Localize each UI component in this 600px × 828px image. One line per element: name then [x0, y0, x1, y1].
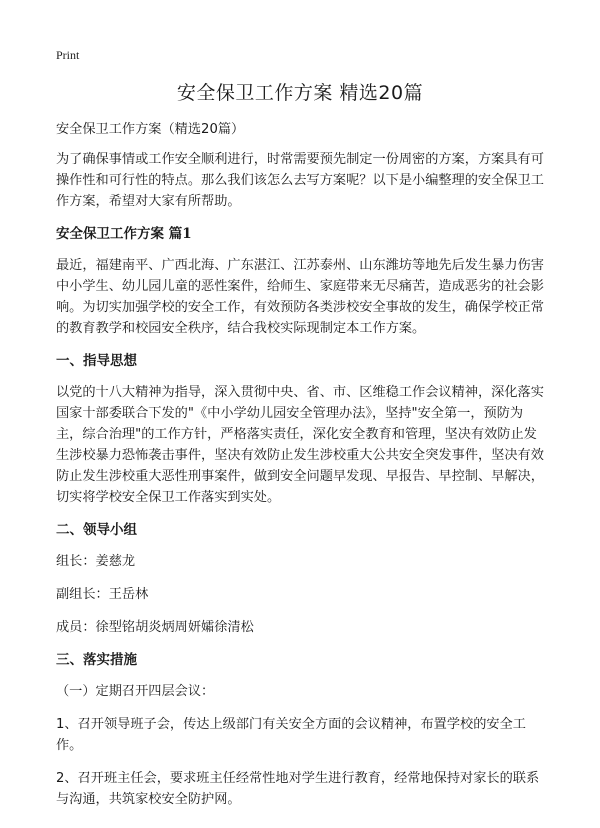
document-subtitle: 安全保卫工作方案（精选20篇）: [56, 122, 245, 137]
intro-paragraph: 为了确保事情或工作安全顺利进行，时常需要预先制定一份周密的方案，方案具有可操作性和可行性的特点。那么我们该怎么去写方案呢？以下是小编整理的安全保卫工作方案，希望对大家有所帮助。: [56, 152, 544, 209]
leader-line: 组长：姜慈龙: [56, 554, 136, 569]
heading-leadership-group: 二、领导小组: [56, 522, 137, 538]
document-body: [56, 119, 546, 822]
list-item: 2、召开班主任会，要求班主任经常性地对学生进行教育，经常地保持对家长的联系与沟通，共筑家校安全防护网。: [56, 771, 540, 807]
subheading-meetings: （一）定期召开四层会议：: [56, 684, 215, 699]
heading-measures: 三、落实措施: [56, 652, 137, 668]
section-heading: 安全保卫工作方案 篇1: [56, 226, 192, 242]
list-item: 1、召开领导班子会，传达上级部门有关安全方面的会议精神，布置学校的安全工作。: [56, 717, 526, 753]
heading-guiding-thought: 一、指导思想: [56, 353, 137, 369]
guiding-paragraph: 以党的十八大精神为指导，深入贯彻中央、省、市、区维稳工作会议精神，深化落实国家十部委联合下发的"《中小学幼儿园安全管理办法》，坚持"安全第一，预防为主，综合治理"的工作方针，严格落实责任，深化安全教育和管理，坚决有效防止发生涉校暴力恐怖袭击事件，坚决有效防止发生涉校重大公共安全突发事件，坚决有效防止发生涉校重大恶性刑事案件，做到安全问题早发现、早报告、早控制、早解决，切实将学校安全保卫工作落实到实处。: [56, 385, 544, 505]
members-line: 成员：徐型铭胡炎炳周妍孀徐清松: [56, 620, 254, 635]
section-paragraph: 最近，福建南平、广西北海、广东湛江、江苏泰州、山东潍坊等地先后发生暴力伤害中小学生、幼儿园儿童的恶性案件，给师生、家庭带来无尽痛苦，造成恶劣的社会影响。为切实加强学校的安全工作，有效预防各类涉校安全事故的发生，确保学校正常的教育教学和校园安全秩序，结合我校实际现制定本工作方案。: [56, 258, 544, 336]
page-title: 安全保卫工作方案 精选20篇: [176, 82, 424, 104]
vice-leader-line: 副组长：王岳林: [56, 587, 149, 602]
print-link[interactable]: Print: [56, 48, 80, 62]
